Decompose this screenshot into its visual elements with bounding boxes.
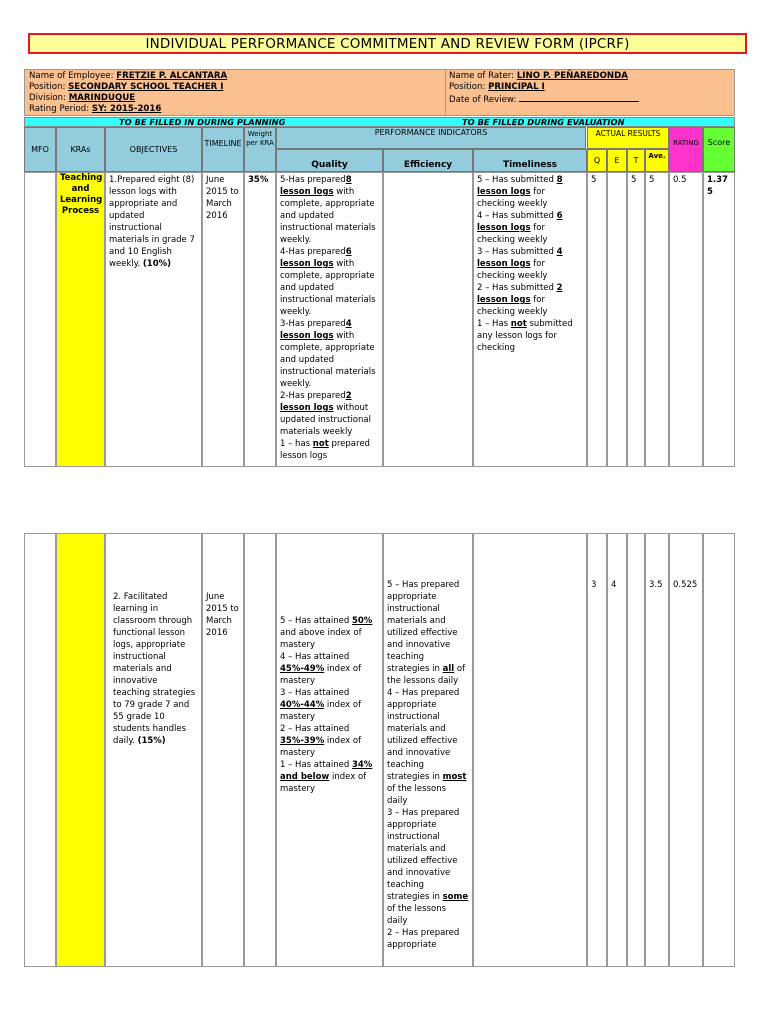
row2-weight xyxy=(244,533,276,967)
row1-q: 5 xyxy=(587,172,607,467)
header-kras: KRAs xyxy=(56,127,105,172)
row2-objective xyxy=(105,533,202,967)
rater-info xyxy=(445,70,735,116)
header-q: Q xyxy=(587,149,607,172)
division-value: MARINDUQUE xyxy=(68,93,136,103)
evaluation-note: TO BE FILLED DURING EVALUATION xyxy=(462,117,625,127)
header-timeline-text: TIMELINE xyxy=(204,139,242,148)
header-e: E xyxy=(607,149,627,172)
employee-label: Name of Employee: xyxy=(29,71,114,81)
row1-e xyxy=(607,172,627,467)
row1-timeline: June 2015 to March 2016 xyxy=(202,172,244,467)
employee-info-panel xyxy=(24,69,735,116)
row1-kra: Teaching and Learning Process xyxy=(56,172,105,467)
row1-timeliness: 5 – Has submitted 8 lesson logs for checking weekly 4 – Has submitted 6 lesson logs for checking weekly 3 – Has submitted 4 lesson logs for checking weekly 2 – Has submitted 2 lesson logs for checking weekly 1 – Has not submitted any lesson logs for checking xyxy=(473,172,587,467)
header-actual-results: ACTUAL RESULTS xyxy=(587,127,669,149)
row2-rating: 0.525 xyxy=(669,533,703,967)
form-title: INDIVIDUAL PERFORMANCE COMMITMENT AND REVIEW FORM (IPCRF) xyxy=(28,33,747,54)
fill-band xyxy=(24,117,735,127)
header-rating: RATING xyxy=(669,127,703,172)
review-date-label: Date of Review: xyxy=(449,95,517,105)
rater-position-label: Position: xyxy=(449,82,486,92)
period-label: Rating Period: xyxy=(29,104,90,114)
row2-ave: 3.5 xyxy=(645,533,669,967)
rater-name: LINO P. PEÑAREDONDA xyxy=(516,71,628,81)
row2-e: 4 xyxy=(607,533,627,967)
rater-position: PRINCIPAL I xyxy=(488,82,545,92)
row1-weight: 35% xyxy=(244,172,276,467)
row1-ave: 5 xyxy=(645,172,669,467)
row1-score: 1.375 xyxy=(703,172,735,467)
rater-label: Name of Rater: xyxy=(449,71,515,81)
row2-quality: 5 – Has attained 50% and above index of mastery 4 – Has attained 45%-49% index of mastery 3 – Has attained 40%-44% index of mastery 2 – Has attained 35%-39% index of mastery 1 – Has attained 34% and below index of mastery xyxy=(276,533,383,967)
row2-objective-percent: (15%) xyxy=(137,736,166,746)
row2-mfo xyxy=(24,533,56,967)
position-label: Position: xyxy=(29,82,66,92)
header-timeliness: Timeliness xyxy=(473,149,587,172)
row1-objective-text: 1.Prepared eight (8) lesson logs with appropriate and updated instructional materials in grade 7 and 10 English weekly. xyxy=(109,175,195,269)
row1-efficiency xyxy=(383,172,473,467)
row2-efficiency: 5 – Has prepared appropriate instructional materials and utilized effective and innovative teaching strategies in all of the lessons daily 4 – Has prepared appropriate instructional materials and utilized effective and innovative teaching strategies in most of the lessons daily 3 – Has prepared appropriate instructional materials and utilized effective and innovative teaching strategies in some of the lessons daily 2 – Has prepared appropriate xyxy=(383,533,473,967)
header-mfo: MFO xyxy=(24,127,56,172)
header-weight-text: Weight per KRA xyxy=(246,130,274,147)
header-ave: Ave. xyxy=(645,149,669,172)
header-objectives: OBJECTIVES xyxy=(105,127,202,172)
row2-t xyxy=(627,533,645,967)
planning-note: TO BE FILLED IN DURING PLANNING xyxy=(119,117,286,127)
row1-rating: 0.5 xyxy=(669,172,703,467)
row1-quality: 5-Has prepared8 lesson logs with complete, appropriate and updated instructional materials weekly. 4-Has prepared6 lesson logs with complete, appropriate and updated instructional materials weekly. 3-Has prepared4 lesson logs with complete, appropriate and updated instructional materials weekly. 2-Has prepared2 lesson logs without updated instructional materials weekly 1 – has not prepared lesson logs xyxy=(276,172,383,467)
employee-position: SECONDARY SCHOOL TEACHER I xyxy=(68,82,224,92)
row2-timeline: June 2015 to March 2016 xyxy=(202,533,244,967)
employee-info-left xyxy=(29,71,227,115)
row1-t: 5 xyxy=(627,172,645,467)
header-timeline xyxy=(202,127,244,172)
row2-q: 3 xyxy=(587,533,607,967)
employee-name: FRETZIE P. ALCANTARA xyxy=(116,71,228,81)
row2-timeliness xyxy=(473,533,587,967)
rating-period: SY: 2015-2016 xyxy=(91,104,162,114)
division-label: Division: xyxy=(29,93,66,103)
header-weight xyxy=(244,127,276,172)
review-date-blank xyxy=(519,93,639,102)
row2-kra xyxy=(56,533,105,967)
row1-objective xyxy=(105,172,202,467)
header-efficiency: Efficiency xyxy=(383,149,473,172)
header-indicators: PERFORMANCE INDICATORS xyxy=(276,127,586,149)
row2-score xyxy=(703,533,735,967)
header-quality: Quality xyxy=(276,149,383,172)
row1-objective-percent: (10%) xyxy=(142,259,172,269)
header-score: Score xyxy=(703,127,735,172)
row1-mfo xyxy=(24,172,56,467)
header-t: T xyxy=(627,149,645,172)
row2-objective-text: 2. Facilitated learning in classroom through functional lesson logs, appropriate instructional materials and innovative teaching strategies to 79 grade 7 and 55 grade 10 students handles daily. xyxy=(113,592,196,746)
